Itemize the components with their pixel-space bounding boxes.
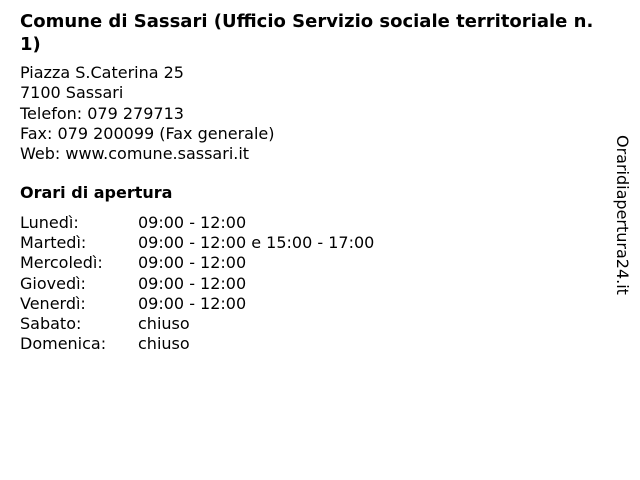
site-watermark: Oraridiapertura24.it	[613, 135, 632, 295]
opening-hours-heading: Orari di apertura	[20, 183, 173, 202]
day-hours: 09:00 - 12:00 e 15:00 - 17:00	[138, 233, 375, 253]
day-label: Mercoledì:	[20, 253, 103, 273]
day-hours: chiuso	[138, 313, 190, 333]
day-hours: 09:00 - 12:00	[138, 293, 247, 313]
phone-number: Telefon: 079 279713	[20, 103, 184, 123]
day-hours: chiuso	[138, 334, 190, 354]
day-label: Sabato:	[20, 313, 82, 333]
street-address: Piazza S.Caterina 25	[20, 63, 184, 82]
day-label: Lunedì:	[20, 213, 79, 232]
fax-number: Fax: 079 200099 (Fax generale)	[20, 123, 275, 143]
office-title: Comune di Sassari (Ufficio Servizio sociale territoriale n. 1)	[20, 11, 594, 55]
day-hours: 09:00 - 12:00	[138, 253, 247, 273]
day-label: Martedì:	[20, 233, 87, 253]
address-block	[20, 63, 275, 164]
website: Web: www.comune.sassari.it	[20, 144, 250, 164]
postal-city: 7100 Sassari	[20, 83, 124, 103]
day-hours: 09:00 - 12:00	[138, 213, 247, 232]
day-label: Venerdì:	[20, 293, 86, 313]
day-label: Domenica:	[20, 334, 107, 354]
day-label: Giovedì:	[20, 273, 86, 293]
day-hours: 09:00 - 12:00	[138, 273, 247, 293]
